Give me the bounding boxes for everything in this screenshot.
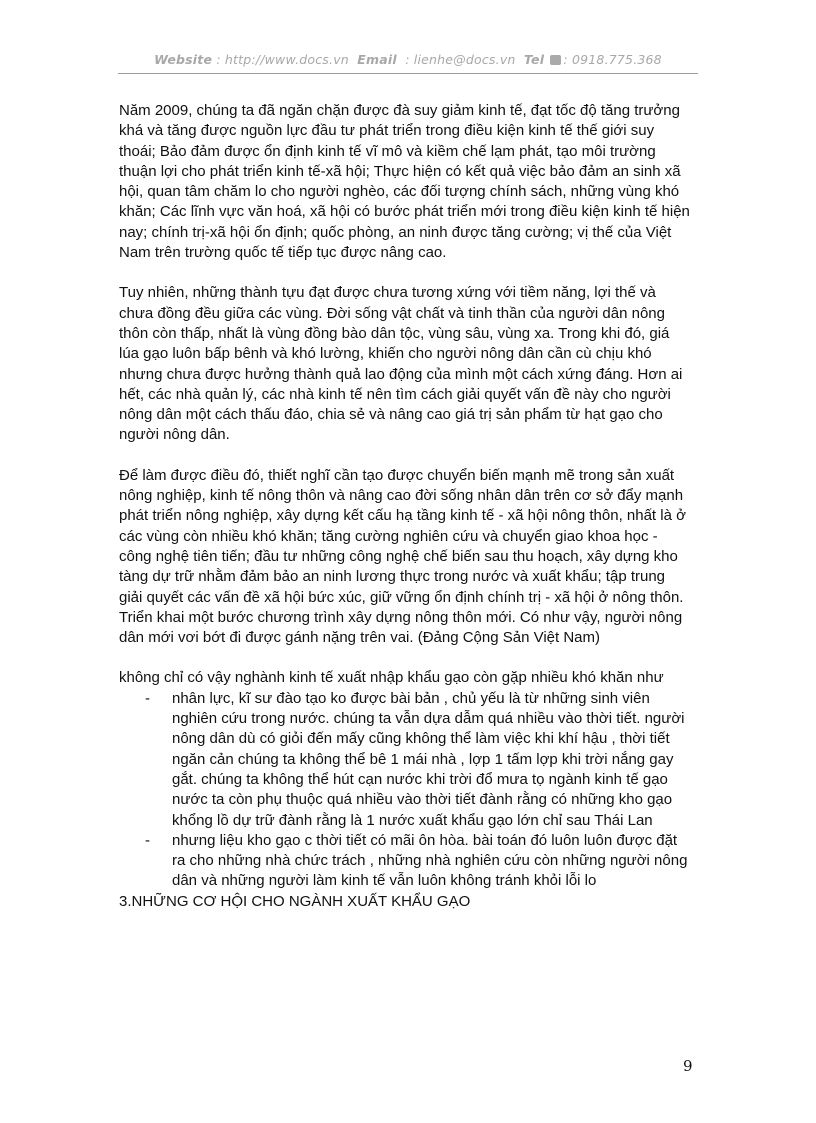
email-value: : lienhe@docs.vn xyxy=(405,52,516,67)
page-number: 9 xyxy=(683,1057,693,1075)
paragraph-2: Tuy nhiên, những thành tựu đạt được chưa tương xứng với tiềm năng, lợi thế và chưa đồng đều giữa các vùng. Đời sống vật chất và tinh thần của người dân nông thôn còn thấp, nhất là vùng đồng bào dân tộc, vùng sâu, vùng xa. Trong khi đó, giá lúa gạo luôn bấp bênh và khó lường, khiến cho người nông dân cần cù chịu khó nhưng chưa được hưởng thành quả lao động của mình một cách xứng đáng. Hơn ai hết, các nhà quản lý, các nhà kinh tế nên tìm cách giải quyết vấn đề này cho người nông dân một cách thấu đáo, chia sẻ và nâng cao giá trị sản phẩm từ hạt gạo cho người nông dân. xyxy=(119,284,683,444)
list-item-text: nhưng liệu kho gạo c thời tiết có mãi ôn hòa. bài toán đó luôn luôn được đặt ra cho những nhà chức trách , những nhà nghiên cứu còn những người nông dân và những người làm kinh tế vẫn luôn không tránh khỏi lỗi lo xyxy=(172,831,688,890)
page-header xyxy=(0,52,816,67)
website-label: Website xyxy=(154,52,213,67)
list-item-text: nhân lực, kĩ sư đào tạo ko được bài bản , chủ yếu là từ những sinh viên nghiên cứu trong nước. chúng ta vẫn dựa dẫm quá nhiều vào thời tiết. người nông dân dù có giỏi đến mấy cũng không thể làm việc khi khí hậu , thời tiết ngăn cản chúng ta không thể bê 1 mái nhà , lợp 1 tấm lợp khi trời nắng gay gắt. chúng ta không thể hút cạn nước khi trời đổ mưa tọ ngành kinh tế gạo nước ta còn phụ thuộc quá nhiều vào thời tiết đành rằng có những kho gạo khổng lồ dự trữ đành rằng là 1 nước xuất khẩu gạo lớn chỉ sau Thái Lan xyxy=(172,689,685,829)
list-item xyxy=(119,689,691,831)
tel-value: : 0918.775.368 xyxy=(563,52,662,67)
email-label: Email xyxy=(357,52,397,67)
website-value: : http://www.docs.vn xyxy=(216,52,349,67)
header-divider xyxy=(118,73,698,74)
list-marker: - xyxy=(145,689,150,707)
list-marker: - xyxy=(145,831,150,849)
section-heading: 3.NHỮNG CƠ HỘI CHO NGÀNH XUẤT KHẨU GẠO xyxy=(119,892,471,910)
difficulty-list xyxy=(119,689,691,892)
tel-label: Tel xyxy=(523,52,545,67)
paragraph-3: Để làm được điều đó, thiết nghĩ cần tạo được chuyển biến mạnh mẽ trong sản xuất nông nghiệp, kinh tế nông thôn và nâng cao đời sống nhân dân trên cơ sở đẩy mạnh phát triển nông nghiệp, xây dựng kết cấu hạ tầng kinh tế - xã hội nông thôn, nhất là ở các vùng còn nhiều khó khăn; tăng cường nghiên cứu và chuyển giao khoa học - công nghệ tiên tiến; đầu tư những công nghệ chế biến sau thu hoạch, xây dựng kho tàng dự trữ nhằm đảm bảo an ninh lương thực trong nước và xuất khẩu; tập trung giải quyết các vấn đề xã hội bức xúc, giữ vững ổn định chính trị - xã hội ở nông thôn. Triển khai một bước chương trình xây dựng nông thôn mới. Có như vậy, người nông dân mới vơi bớt đi được gánh nặng trên vai. (Đảng Cộng Sản Việt Nam) xyxy=(119,466,686,647)
phone-icon xyxy=(550,55,561,65)
paragraph-4: không chỉ có vậy nghành kinh tế xuất nhập khẩu gạo còn gặp nhiều khó khăn như xyxy=(119,669,664,687)
list-item xyxy=(119,831,691,892)
paragraph-1: Năm 2009, chúng ta đã ngăn chặn được đà suy giảm kinh tế, đạt tốc độ tăng trưởng khá và tăng được nguồn lực đầu tư phát triển trong điều kiện kinh tế thế giới suy thoái; Bảo đảm được ổn định kinh tế vĩ mô và kiềm chế lạm phát, tạo môi trường thuận lợi cho phát triển kinh tế-xã hội; Thực hiện có kết quả việc bảo đảm an sinh xã hội, quan tâm chăm lo cho người nghèo, các đối tượng chính sách, những vùng khó khăn; Các lĩnh vực văn hoá, xã hội có bước phát triển mới trong điều kiện kinh tế hiện nay; chính trị-xã hội ổn định; quốc phòng, an ninh được tăng cường; vị thế của Việt Nam trên trường quốc tế tiếp tục được nâng cao. xyxy=(119,102,690,262)
document-body xyxy=(119,101,691,912)
